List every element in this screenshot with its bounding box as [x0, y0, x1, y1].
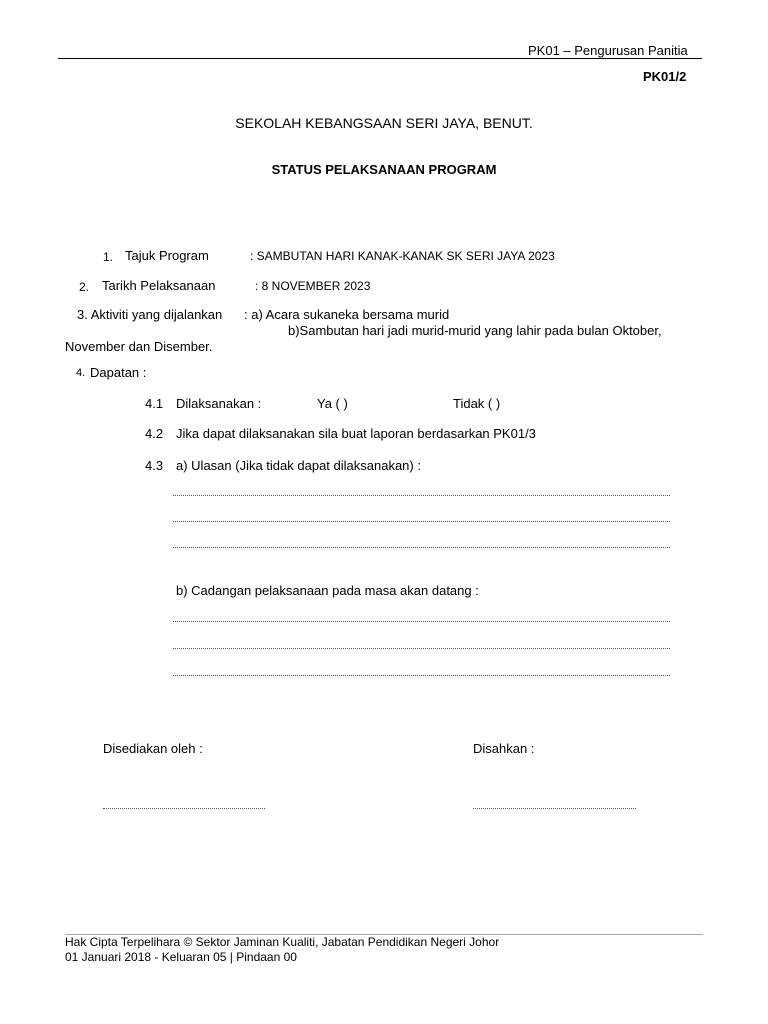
cadangan-line-1 — [173, 621, 670, 622]
item-4-2-number: 4.2 — [145, 426, 164, 441]
item-4-3-number: 4.3 — [145, 458, 164, 473]
checkbox-ya: Ya ( ) — [317, 396, 348, 411]
approved-by-label: Disahkan : — [473, 741, 535, 756]
item-1-label: Tajuk Program — [125, 248, 209, 263]
approved-signature-line — [473, 808, 636, 809]
footer-issue-date: 01 Januari 2018 - Keluaran 05 | Pindaan 00 — [65, 950, 297, 964]
item-3-activity-b-cont: November dan Disember. — [65, 339, 213, 354]
footer-copyright: Hak Cipta Terpelihara © Sektor Jaminan Kualiti, Jabatan Pendidikan Negeri Johor — [65, 935, 500, 949]
document-reference: PK01 – Pengurusan Panitia — [528, 43, 688, 58]
item-3-label: 3. Aktiviti yang dijalankan — [77, 307, 223, 322]
item-4-3-text: a) Ulasan (Jika tidak dapat dilaksanakan) : — [176, 458, 421, 473]
item-4-3-b-text: b) Cadangan pelaksanaan pada masa akan datang : — [176, 583, 479, 598]
item-4-1-number: 4.1 — [145, 396, 164, 411]
page-title: STATUS PELAKSANAAN PROGRAM — [271, 162, 497, 177]
item-4-1-label: Dilaksanakan : — [176, 396, 262, 411]
school-name: SEKOLAH KEBANGSAAN SERI JAYA, BENUT. — [235, 115, 533, 131]
item-1-value: : SAMBUTAN HARI KANAK-KANAK SK SERI JAYA 2023 — [250, 249, 555, 263]
checkbox-tidak: Tidak ( ) — [453, 396, 501, 411]
item-3-activity-a: : a) Acara sukaneka bersama murid — [244, 307, 450, 322]
ulasan-line-2 — [173, 521, 670, 522]
ulasan-line-3 — [173, 547, 670, 548]
item-2-value: : 8 NOVEMBER 2023 — [255, 279, 371, 293]
header-rule — [58, 58, 702, 59]
item-2-label: Tarikh Pelaksanaan — [102, 278, 216, 293]
item-1-number: 1. — [103, 250, 114, 264]
ulasan-line-1 — [173, 495, 670, 496]
item-4-number: 4. — [76, 367, 86, 379]
form-code: PK01/2 — [643, 69, 687, 84]
item-3-activity-b: b)Sambutan hari jadi murid-murid yang lahir pada bulan Oktober, — [288, 323, 662, 338]
cadangan-line-3 — [173, 675, 670, 676]
prepared-signature-line — [103, 808, 265, 809]
item-4-label: Dapatan : — [90, 365, 147, 380]
cadangan-line-2 — [173, 648, 670, 649]
item-2-number: 2. — [79, 280, 90, 294]
item-4-2-text: Jika dapat dilaksanakan sila buat laporan berdasarkan PK01/3 — [176, 426, 536, 441]
prepared-by-label: Disediakan oleh : — [103, 741, 203, 756]
